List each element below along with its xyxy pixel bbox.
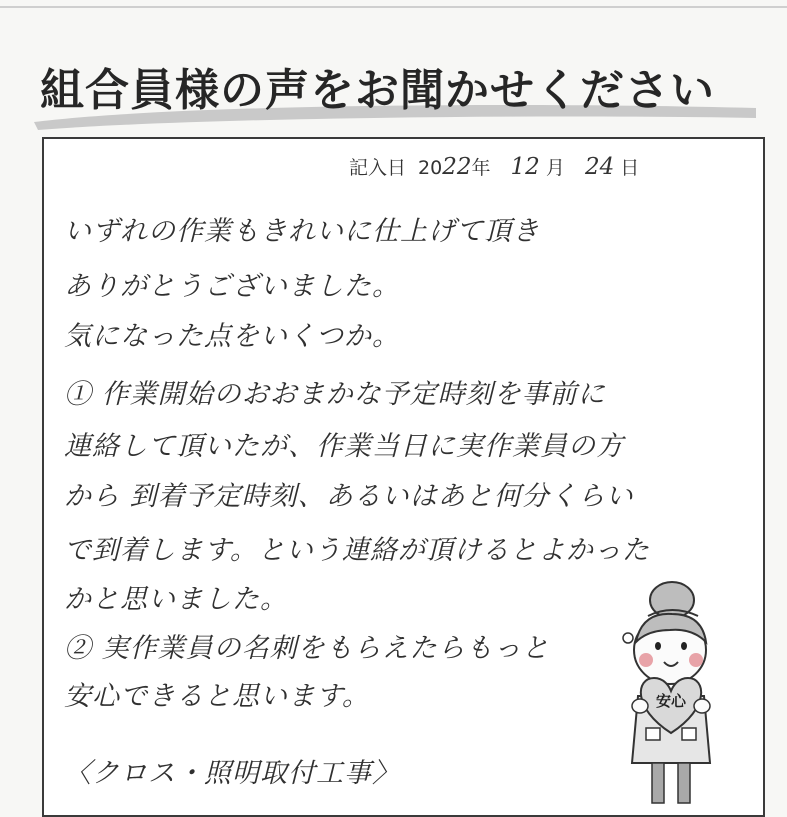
comment-line: かと思いました。 <box>64 584 288 615</box>
comment-line: いずれの作業もきれいに仕上げて頂き <box>64 216 540 247</box>
top-border-line <box>0 6 787 8</box>
comment-line: から 到着予定時刻、あるいはあと何分くらい <box>64 481 634 512</box>
page-header <box>30 42 760 134</box>
entry-date-label: 記入日 <box>349 157 407 179</box>
comment-line: ② 実作業員の名刺をもらえたらもっと <box>64 633 550 664</box>
entry-date-year-unit: 年 <box>471 157 491 179</box>
page-title: 組合員様の声をお聞かせください <box>40 65 715 116</box>
entry-date-month-unit: 月 <box>545 157 565 179</box>
comment-line: ① 作業開始のおおまかな予定時刻を事前に <box>64 379 606 410</box>
comment-line: 気になった点をいくつか。 <box>64 321 400 352</box>
entry-date-day-unit: 日 <box>620 157 640 179</box>
entry-date <box>349 153 639 180</box>
comment-line: で到着します。という連絡が頂けるとよかった <box>64 535 650 566</box>
entry-date-year: 22 <box>442 154 472 180</box>
comment-line: ありがとうございました。 <box>64 271 400 302</box>
comment-line: 連絡して頂いたが、作業当日に実作業員の方 <box>64 431 624 462</box>
entry-date-year-prefix: 20 <box>418 157 443 179</box>
comment-line: 〈クロス・照明取付工事〉 <box>64 758 400 789</box>
comment-line: 安心できると思います。 <box>64 681 370 712</box>
mascot-badge-text: 安心 <box>655 692 687 710</box>
mascot-illustration <box>612 578 722 808</box>
entry-date-month: 12 <box>510 154 540 180</box>
entry-date-day: 24 <box>584 154 615 180</box>
